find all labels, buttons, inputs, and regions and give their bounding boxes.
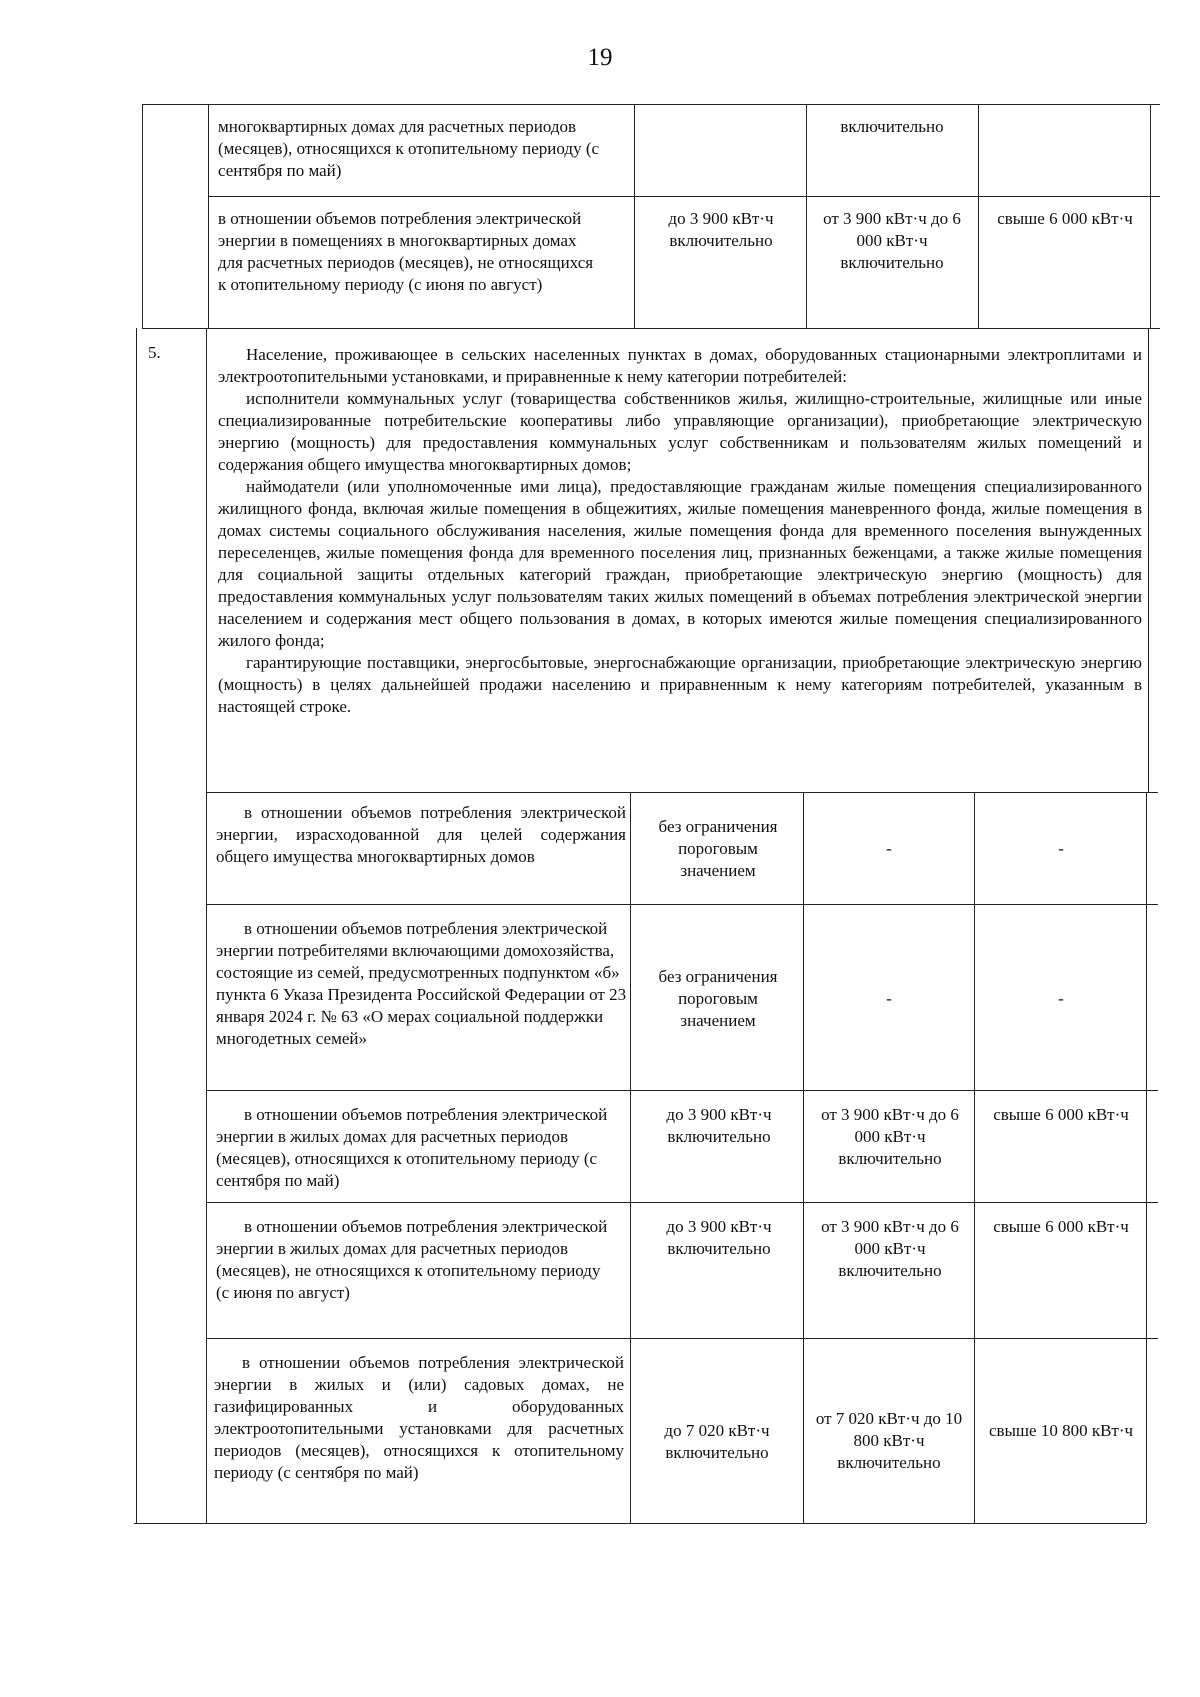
table-left-border [136,328,137,1523]
threshold-mid: от 3 900 кВт·ч до 6 000 кВт·ч включительно [823,209,961,272]
row-description: в отношении объемов потребления электрической энергии в жилых домах для расчетных периодов (месяцев), не относящихся к отопительному периоду (с июня по август) [216,1217,608,1302]
column-divider [978,104,979,328]
table-right-border [1150,104,1151,328]
table-left-border [142,104,143,328]
threshold-mid: от 3 900 кВт·ч до 6 000 кВт·ч включительно [821,1217,959,1280]
threshold-high: свыше 10 800 кВт·ч [988,1421,1134,1440]
threshold-mid: - [886,839,892,858]
threshold-low: без ограничения пороговым значением [658,967,778,1030]
threshold-low: до 3 900 кВт·ч включительно [666,1105,772,1146]
section-paragraph: гарантирующие поставщики, энергосбытовые, энергоснабжающие организации, приобретающие электрическую энергию (мощность) в целях дальнейшей продажи населению и приравненным к нему категориям потребителей, указанным в настоящей строке. [218,653,1142,716]
row-description: в отношении объемов потребления электрической энергии потребителями включающими домохозяйства, состоящие из семей, предусмотренных подпунктом «б» пункта 6 Указа Президента Российской Федерации от 23 января 2024 г. № 63 «О мерах социальной поддержки многодетных семей» [216,919,627,1048]
section-paragraph: наймодатели (или уполномоченные ими лица), предоставляющие гражданам жилые помещения специализированного жилищного фонда, включая жилые помещения в общежитиях, жилые помещения маневренного фонда, жилые помещения в домах системы социального обслуживания населения, жилые помещения фонда для временного поселения вынужденных переселенцев, жилые помещения фонда для временного поселения лиц, признанных беженцами, а также жилые помещения для социальной защиты отдельных категорий граждан, приобретающие электрическую энергию (мощность) для предоставления коммунальных услуг пользователям таких жилых помещений в объемах потребления электрической энергии населением и содержания мест общего пользования в домах, в которых имеются жилые помещения специализированного жилого фонда; [218,477,1142,650]
threshold-high: свыше 6 000 кВт·ч [993,1105,1129,1124]
threshold-high: - [1058,839,1064,858]
threshold-high: - [1058,989,1064,1008]
threshold-low: до 7 020 кВт·ч включительно [664,1421,770,1462]
threshold-high: свыше 6 000 кВт·ч [993,1217,1129,1236]
column-divider [208,104,209,328]
threshold-high: свыше 6 000 кВт·ч [997,209,1133,228]
section-paragraph: Население, проживающее в сельских населенных пунктах в домах, оборудованных стационарными электроплитами и электроотопительными установками, и приравненные к нему категории потребителей: [218,345,1142,386]
threshold-low: до 3 900 кВт·ч включительно [666,1217,772,1258]
threshold-mid: от 7 020 кВт·ч до 10 800 кВт·ч включительно [815,1409,963,1472]
section-description [218,344,1142,718]
page-number: 19 [587,44,613,71]
section-paragraph: исполнители коммунальных услуг (товарищества собственников жилья, жилищно-строительные, жилищные или иные специализированные потребительские кооперативы либо управляющие организации), приобретающие электрическую энергию (мощность) для предоставления коммунальных услуг собственникам и пользователям жилых помещений и содержания общего имущества многоквартирных домов; [218,389,1142,474]
row-description: в отношении объемов потребления электрической энергии в жилых и (или) садовых домах, не газифицированных и оборудованных электроотопительными установками для расчетных периодов (месяцев), относящихся к отопительному периоду (с сентября по май) [214,1353,624,1482]
column-divider [803,792,804,1523]
table-top-border [142,104,1160,105]
row-divider [208,196,1160,197]
threshold-mid: - [886,989,892,1008]
column-divider [206,328,207,1523]
threshold-low: до 3 900 кВт·ч включительно [668,209,774,250]
threshold-mid: от 3 900 кВт·ч до 6 000 кВт·ч включительно [821,1105,959,1168]
row-divider [206,1202,1158,1203]
row-description: в отношении объемов потребления электрической энергии в помещениях в многоквартирных домах для расчетных периодов (месяцев), не относящихся к отопительному периоду (с июня по август) [218,209,594,294]
column-divider [974,792,975,1523]
column-divider [630,792,631,1523]
table-right-border [1146,792,1147,1523]
row-description: в отношении объемов потребления электрической энергии, израсходованной для целей содержания общего имущества многоквартирных домов [216,803,626,866]
row-divider [206,904,1158,905]
row-description: в отношении объемов потребления электрической энергии в жилых домах для расчетных периодов (месяцев), относящихся к отопительному периоду (с сентября по май) [216,1105,608,1190]
row-divider [206,1338,1158,1339]
column-divider [634,104,635,328]
row-divider [206,1090,1158,1091]
section-number: 5. [148,343,161,362]
threshold-low: без ограничения пороговым значением [658,817,778,880]
column-divider [806,104,807,328]
threshold-mid: включительно [840,117,944,136]
row-divider [206,792,1158,793]
row-description: многоквартирных домах для расчетных периодов (месяцев), относящихся к отопительному периоду (с сентября по май) [218,117,600,180]
table-right-border [1148,328,1149,792]
table-bottom-border [134,1523,1146,1524]
row-divider [142,328,1160,329]
